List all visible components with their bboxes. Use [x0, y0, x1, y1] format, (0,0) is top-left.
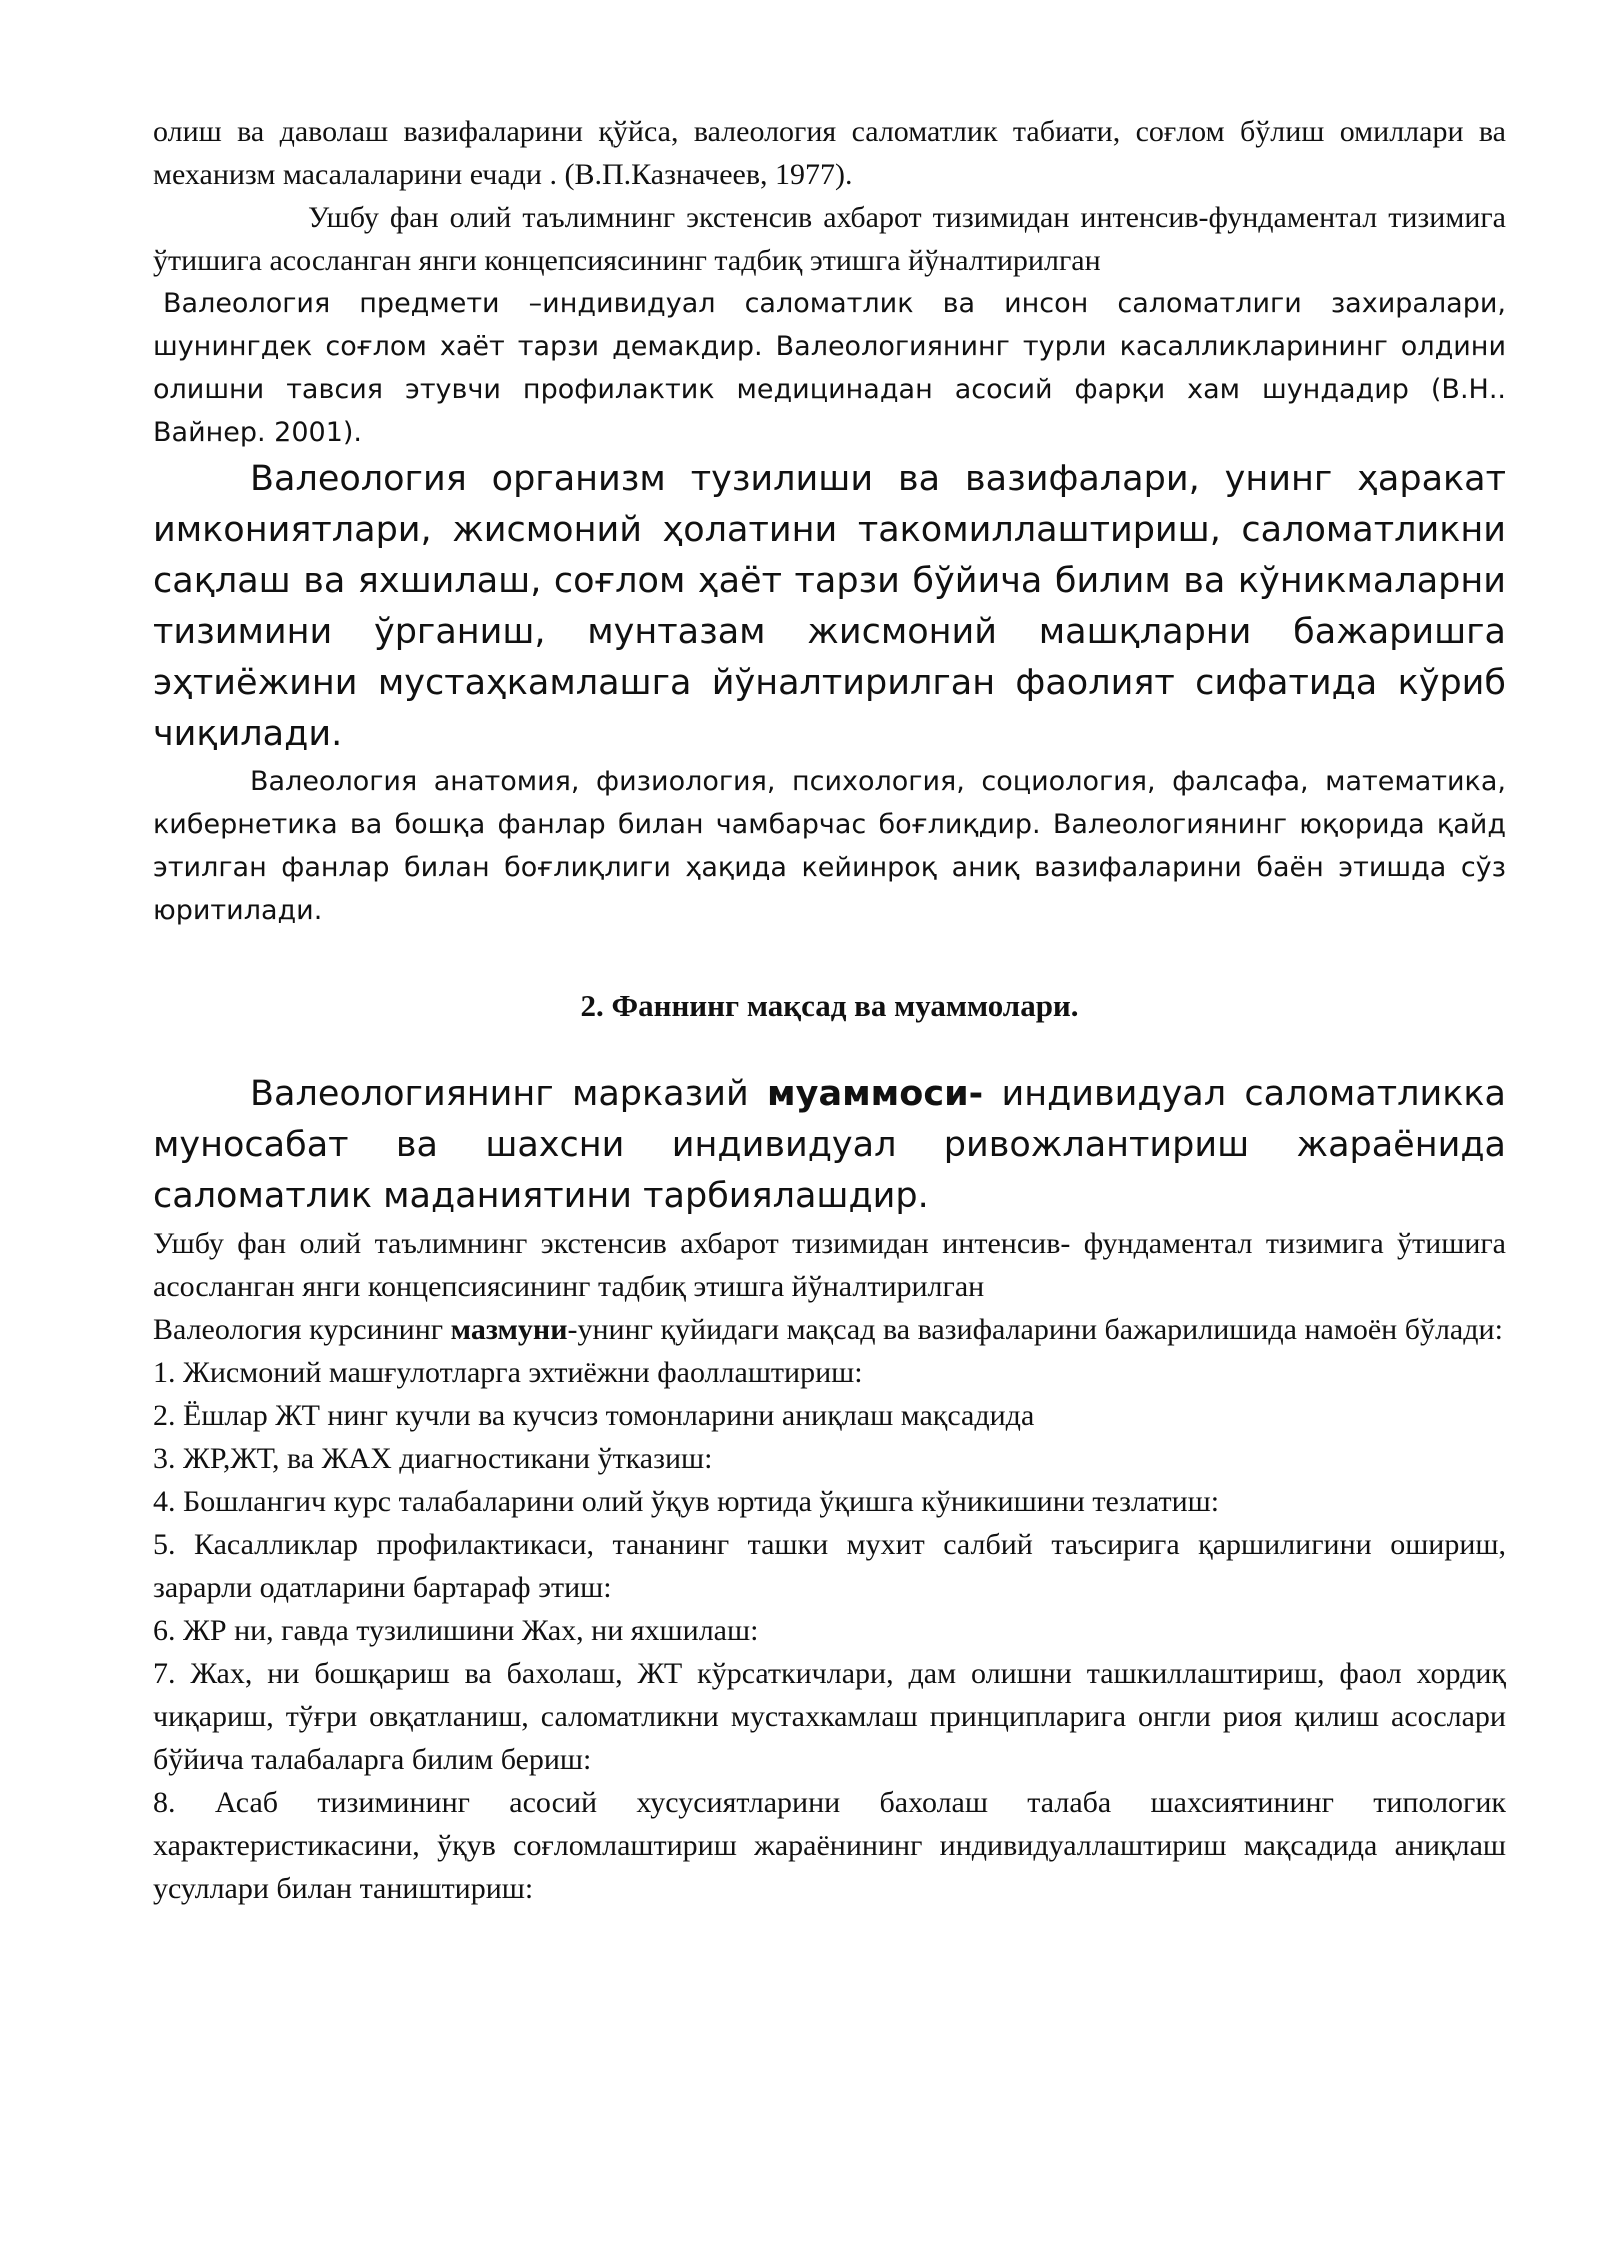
section-heading: 2. Фаннинг мақсад ва муаммолари.	[580, 988, 1079, 1023]
goals-list	[153, 1351, 1506, 1910]
paragraph-related-sciences: Валеология анатомия, физиология, психология, социология, фалсафа, математика, кибернетика ва бошқа фанлар билан чамбарчас боғлиқдир. Валеологиянинг юқорида қайд этилган фанлар билан боғлиқлиги ҳақида кейинроқ аниқ вазифаларини баён этишда сўз юритилади.	[153, 766, 1506, 926]
central-problem-rest: индивидуал саломатликка муносабат ва шахсни индивидуал ривожлантириш жараёнида саломатлик маданиятини тарбиялашдир.	[153, 1074, 1506, 1216]
course-content-lead: Валеология курсининг	[153, 1313, 451, 1346]
paragraph-intro-end: олиш ва даволаш вазифаларини қўйса, валеология саломатлик табиати, соғлом бўлиш омиллари ва механизм масалаларини ечади . (В.П.Казначеев, 1977).	[153, 115, 1506, 191]
course-content-keyword: мазмуни	[450, 1313, 568, 1346]
paragraph-course-concept: Ушбу фан олий таълимнинг экстенсив ахбарот тизимидан интенсив-фундаментал тизимига ўтишига асосланган янги концепсиясининг тадбиқ этишга йўналтирилган	[153, 201, 1506, 277]
central-problem-keyword: муаммоси-	[767, 1074, 984, 1114]
list-item: 3. ЖР,ЖТ, ва ЖАХ диагностикани ўтказиш:	[153, 1442, 713, 1475]
list-item: 6. ЖР ни, гавда тузилишини Жах, ни яхшилаш:	[153, 1614, 759, 1647]
list-item: 8. Асаб тизимининг асосий хусусиятларини бахолаш талаба шахсиятининг типологик характеристикасини, ўқув соғломлаштириш жараёнининг индивидуаллаштириш мақсадида аниқлаш усуллари билан таништириш:	[153, 1786, 1506, 1905]
list-item: 2. Ёшлар ЖТ нинг кучли ва кучсиз томонларини аниқлаш мақсадида	[153, 1399, 1035, 1432]
list-item: 1. Жисмоний машғулотларга эхтиёжни фаоллаштириш:	[153, 1356, 863, 1389]
paragraph-central-problem	[153, 1069, 1506, 1222]
central-problem-lead: Валеологиянинг марказий	[250, 1074, 768, 1114]
list-item: 7. Жах, ни бошқариш ва бахолаш, ЖТ кўрсаткичлари, дам олишни ташкиллаштириш, фаол хордиқ чиқариш, тўғри овқатланиш, саломатликни мустахкамлаш принципларига онгли риоя қилиш асослари бўйича талабаларга билим бериш:	[153, 1657, 1506, 1776]
list-item: 4. Бошлангич курс талабаларини олий ўқув юртида ўқишга кўникишини тезлатиш:	[153, 1485, 1220, 1518]
paragraph-subject-definition: Валеология предмети –индивидуал саломатлик ва инсон саломатлиги захиралари, шунингдек соғлом хаёт тарзи демакдир. Валеологиянинг турли касалликларининг олдини олишни тавсия этувчи профилактик медицинадан асосий фарқи хам шундадир (В.Н.. Вайнер. 2001).	[153, 288, 1506, 448]
document-page	[153, 110, 1506, 1910]
paragraph-course-concept-repeat: Ушбу фан олий таълимнинг экстенсив ахбарот тизимидан интенсив- фундаментал тизимига ўтишига асосланган янги концепсиясининг тадбиқ этишга йўналтирилган	[153, 1227, 1506, 1303]
list-item: 5. Касалликлар профилактикаси, тананинг ташки мухит салбий таъсирига қаршилигини ошириш, зарарли одатларини бартараф этиш:	[153, 1528, 1506, 1604]
course-content-rest: -унинг қуйидаги мақсад ва вазифаларини бажарилишида намоён бўлади:	[567, 1313, 1503, 1346]
paragraph-course-content	[153, 1308, 1506, 1351]
paragraph-valeology-scope: Валеология организм тузилиши ва вазифалари, унинг ҳаракат имкониятлари, жисмоний ҳолатини такомиллаштириш, саломатликни сақлаш ва яхшилаш, соғлом ҳаёт тарзи бўйича билим ва кўникмаларни тизимини ўрганиш, мунтазам жисмоний машқларни бажаришга эҳтиёжини мустаҳкамлашга йўналтирилган фаолият сифатида кўриб чиқилади.	[153, 459, 1506, 754]
